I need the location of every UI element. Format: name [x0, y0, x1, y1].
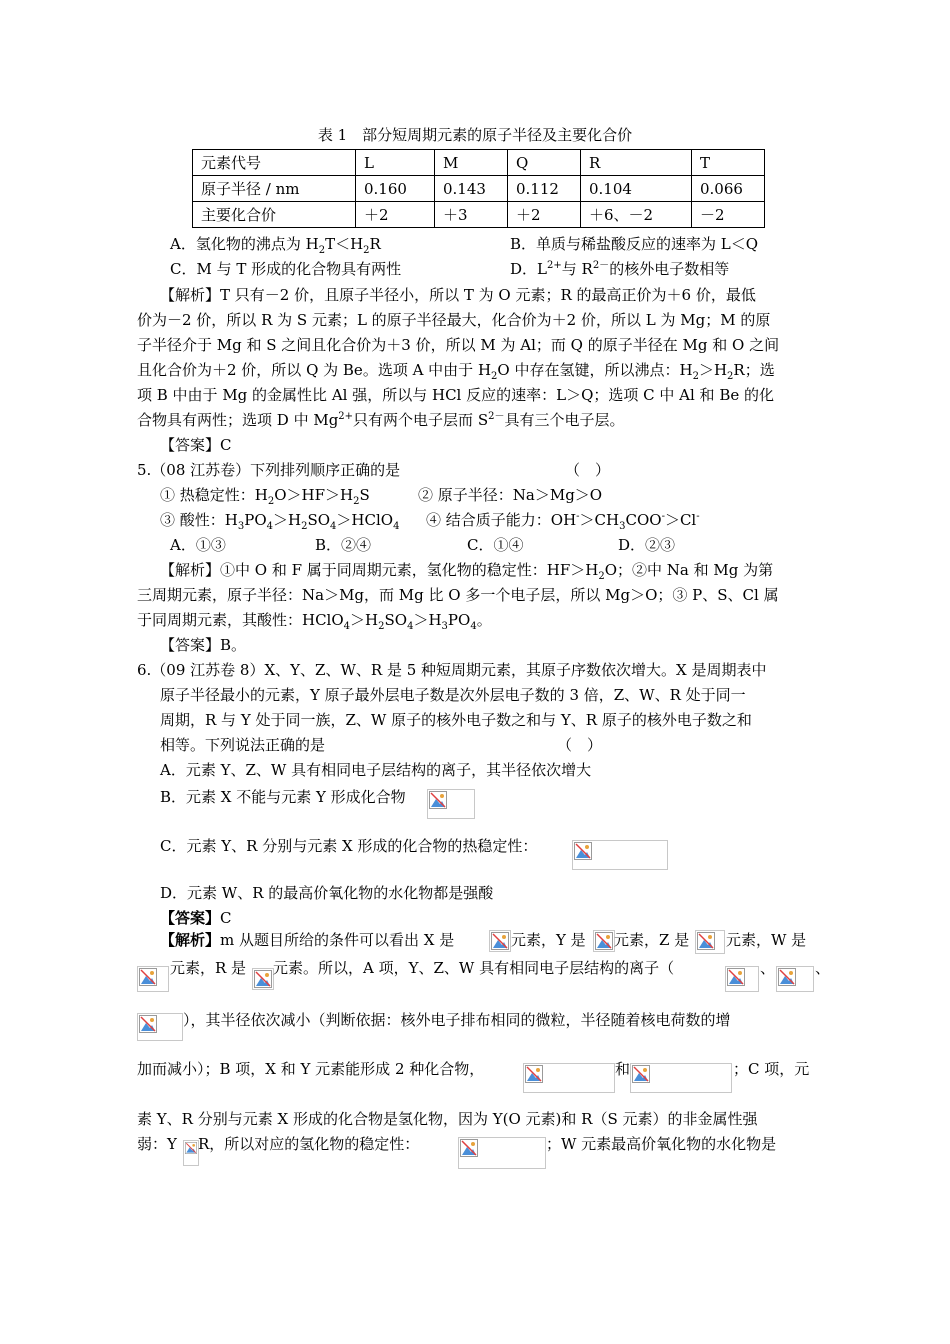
q6-analysis: 、	[760, 959, 776, 977]
q6-analysis: 弱：Y	[137, 1135, 177, 1153]
q5-item-1: ① 热稳定性：$H_2O>HF>H_2S$	[160, 486, 370, 507]
q6-analysis: 元素，Z 是	[614, 931, 690, 949]
q4-analysis: 且化合价为＋2 价，所以 Q 为 Be。选项 A 中由于 $H_2O$ 中存在氢键，所以沸点：$H_2>H_2R$；选	[137, 361, 775, 382]
q4-analysis: 合物具有两性；选项 D 中 $Mg^{2+}$只有两个电子层而 $S^{2-}$具有三个电子层。	[137, 411, 625, 429]
broken-image-icon	[776, 966, 814, 992]
table-cell: 0.143	[435, 176, 508, 202]
broken-image-icon	[427, 789, 475, 819]
table-header-cell: L	[356, 150, 435, 176]
q5-answer: 【答案】B。	[160, 636, 247, 654]
q6-answer-paren: （ ）	[557, 736, 603, 754]
table-header-cell: M	[435, 150, 508, 176]
q4-answer: 【答案】C	[160, 436, 232, 454]
broken-image-icon	[252, 968, 274, 990]
table-cell: ＋6、－2	[581, 202, 692, 228]
table-cell: 原子半径 / nm	[193, 176, 356, 202]
table-cell: ＋2	[356, 202, 435, 228]
table-row	[193, 202, 765, 228]
q5-option-b: B．②④	[315, 536, 372, 554]
q6-option-d: D．元素 W、R 的最高价氧化物的水化物都是强酸	[160, 884, 494, 902]
table-header-cell: R	[581, 150, 692, 176]
q6-stem: 相等。下列说法正确的是	[160, 736, 326, 754]
broken-image-icon	[458, 1137, 546, 1169]
table-cell: ＋2	[508, 202, 581, 228]
broken-image-icon	[183, 1140, 199, 1166]
q6-analysis: R，所以对应的氢化物的稳定性：	[198, 1135, 420, 1153]
table-cell: ＋3	[435, 202, 508, 228]
table-row	[193, 176, 765, 202]
q4-option-d: D．$L^{2+}$与 $R^{2-}$的核外电子数相等	[510, 260, 730, 278]
q6-analysis: 元素，Y 是	[511, 931, 586, 949]
broken-image-icon	[572, 840, 668, 870]
q6-stem: 6.（09 江苏卷 8）X、Y、Z、W、R 是 5 种短周期元素，其原子序数依次增大。X 是周期表中	[137, 661, 767, 679]
table-header-cell: T	[692, 150, 765, 176]
broken-image-icon	[630, 1063, 732, 1093]
q6-answer: 【答案】C	[160, 909, 232, 927]
table-cell: －2	[692, 202, 765, 228]
table-cell: 主要化合价	[193, 202, 356, 228]
table-header-cell: 元素代号	[193, 150, 356, 176]
q6-analysis: 【解析】m 从题目所给的条件可以看出 X 是	[160, 931, 455, 949]
q6-analysis: 加而减小）；B 项，X 和 Y 元素能形成 2 种化合物，	[137, 1060, 485, 1078]
broken-image-icon	[137, 1013, 183, 1041]
table-cell: 0.112	[508, 176, 581, 202]
q5-item-2: ② 原子半径：Na＞Mg＞O	[418, 486, 603, 504]
broken-image-icon	[593, 930, 615, 952]
q5-item-3: ③ 酸性：$H_3PO_4>H_2SO_4>HClO_4$	[160, 511, 400, 532]
table-cell: 0.066	[692, 176, 765, 202]
table-cell: 0.104	[581, 176, 692, 202]
q4-option-a: A．氢化物的沸点为 $H_2T<H_2R$	[170, 235, 381, 256]
table-caption: 表 1 部分短周期元素的原子半径及主要化合价	[317, 126, 633, 144]
q6-analysis: 元素，R 是	[170, 959, 247, 977]
q4-option-c: C．M 与 T 形成的化合物具有两性	[170, 260, 402, 278]
q5-analysis: 三周期元素，原子半径：Na＞Mg，而 Mg 比 O 多一个电子层，所以 Mg＞O；③ P、S、Cl 属	[137, 586, 779, 604]
q6-analysis: 元素。所以，A 项，Y、Z、W 具有相同电子层结构的离子（	[273, 959, 675, 977]
broken-image-icon	[137, 966, 169, 992]
broken-image-icon	[725, 966, 759, 992]
q6-analysis: 元素，W 是	[726, 931, 807, 949]
broken-image-icon	[695, 930, 725, 954]
element-table	[192, 149, 765, 228]
q6-analysis: 素 Y、R 分别与元素 X 形成的化合物是氢化物，因为 Y(O 元素)和 R（S 元素）的非金属性强	[137, 1110, 758, 1128]
q6-stem: 原子半径最小的元素，Y 原子最外层电子数是次外层电子数的 3 倍，Z、W、R 处于同一	[160, 686, 746, 704]
q6-analysis: ），其半径依次减小（判断依据：核外电子排布相同的微粒，半径随着核电荷数的增	[183, 1011, 731, 1029]
broken-image-icon	[489, 930, 511, 952]
q5-stem: 5.（08 江苏卷）下列排列顺序正确的是	[137, 461, 401, 479]
q6-analysis: ；W 元素最高价氧化物的水化物是	[546, 1135, 777, 1153]
q4-analysis: 价为－2 价，所以 R 为 S 元素；L 的原子半径最大，化合价为＋2 价，所以 L 为 Mg；M 的原	[137, 311, 771, 329]
q6-option-b: B．元素 X 不能与元素 Y 形成化合物	[160, 788, 406, 806]
table-header-cell: Q	[508, 150, 581, 176]
q5-item-4: ④ 结合质子能力：$OH^->CH_3COO^->Cl^-$	[426, 511, 700, 532]
q5-analysis: 于同周期元素，其酸性：$HClO_4>H_2SO_4>H_3PO_4$。	[137, 611, 492, 632]
q4-analysis: 子半径介于 Mg 和 S 之间且化合价为＋3 价，所以 M 为 Al；而 Q 的原子半径在 Mg 和 O 之间	[137, 336, 780, 354]
q5-option-d: D．②③	[618, 536, 676, 554]
q6-analysis: 、	[815, 959, 831, 977]
q6-analysis: 和	[615, 1060, 631, 1078]
q6-stem: 周期，R 与 Y 处于同一族，Z、W 原子的核外电子数之和与 Y、R 原子的核外电子数之和	[160, 711, 752, 729]
broken-image-icon	[523, 1063, 615, 1093]
q6-option-c: C．元素 Y、R 分别与元素 X 形成的化合物的热稳定性：	[160, 837, 538, 855]
q6-analysis: ；C 项，元	[733, 1060, 810, 1078]
q5-answer-paren: （ ）	[565, 461, 611, 479]
table-cell: 0.160	[356, 176, 435, 202]
q5-option-a: A．①③	[170, 536, 226, 554]
q5-analysis: 【解析】①中 O 和 F 属于同周期元素，氢化物的稳定性：$HF>H_2O$；②中 Na 和 Mg 为第	[160, 561, 774, 582]
q4-analysis: 项 B 中由于 Mg 的金属性比 Al 强，所以与 HCl 反应的速率：L＞Q；选项 C 中 Al 和 Be 的化	[137, 386, 774, 404]
q4-option-b: B．单质与稀盐酸反应的速率为 L＜Q	[510, 235, 759, 253]
q6-option-a: A．元素 Y、Z、W 具有相同电子层结构的离子，其半径依次增大	[160, 761, 592, 779]
q5-option-c: C．①④	[467, 536, 524, 554]
table-header-row	[193, 150, 765, 176]
q4-analysis: 【解析】T 只有－2 价，且原子半径小，所以 T 为 O 元素；R 的最高正价为＋6 价，最低	[160, 286, 756, 304]
